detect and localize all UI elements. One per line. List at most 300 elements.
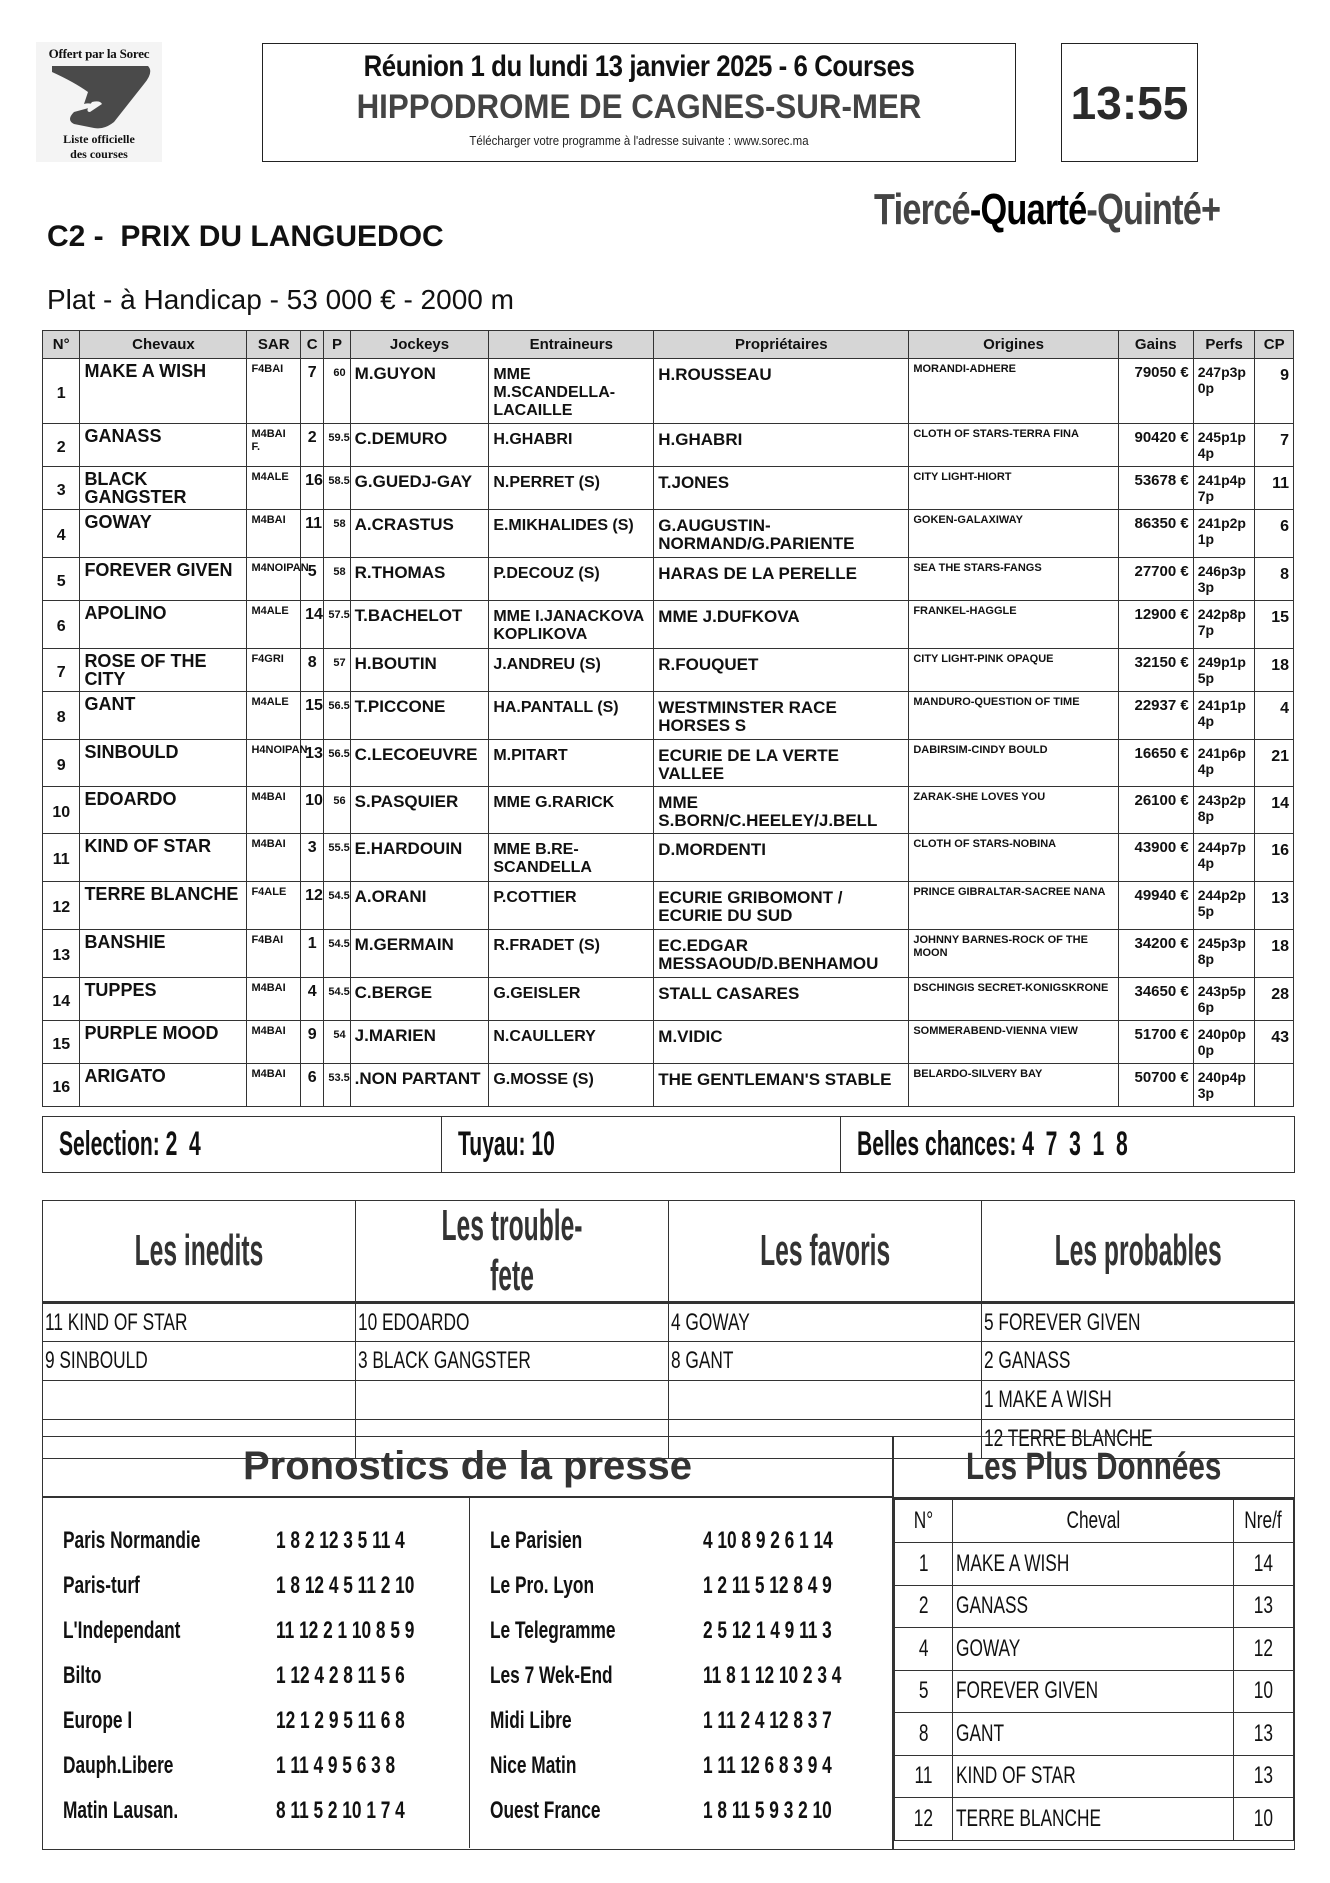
cell-jockey: .NON PARTANT (350, 1064, 489, 1107)
cell-n: 12 (43, 882, 80, 930)
cell-gains: 90420 € (1118, 424, 1193, 467)
cell-c: 11 (301, 510, 324, 558)
cell-jockey: J.MARIEN (350, 1021, 489, 1064)
press-source: Ouest France (490, 1796, 601, 1824)
cell-p: 57.5 (324, 601, 350, 649)
category-entry: 10 EDOARDO (358, 1308, 470, 1336)
cell-trainer: G.MOSSE (S) (489, 1064, 654, 1107)
cell-jockey: H.BOUTIN (350, 649, 489, 692)
cell-trainer: P.DECOUZ (S) (489, 558, 654, 601)
press-column-right (470, 1498, 895, 1848)
cell-gains: 86350 € (1118, 510, 1193, 558)
cell-gains: 51700 € (1118, 1021, 1193, 1064)
cell-perfs: 241p4p7p (1193, 467, 1255, 510)
category-cell (43, 1342, 356, 1381)
cell-owner: D.MORDENTI (654, 834, 909, 882)
cell-cp: 11 (1255, 467, 1294, 510)
most-picked-title-text: Les Plus Données (966, 1446, 1222, 1488)
cell-horse: GANASS (80, 424, 247, 467)
horse-number: 8 (918, 1719, 929, 1747)
press-source: Dauph.Libere (63, 1751, 174, 1779)
cell-p: 54.5 (324, 978, 350, 1021)
table-row (43, 424, 1294, 467)
category-header-text: Les probables (1054, 1226, 1222, 1275)
press-picks: 1 12 4 2 8 11 5 6 (276, 1661, 405, 1689)
press-row (63, 1743, 469, 1788)
col-header: CP (1255, 331, 1294, 359)
table-row (43, 1342, 1295, 1381)
cell-cp: 13 (1255, 882, 1294, 930)
cell-horse: TUPPES (80, 978, 247, 1021)
cell-origin: BELARDO-SILVERY BAY (909, 1064, 1119, 1107)
cell-num (895, 1670, 953, 1713)
cell-jockey: S.PASQUIER (350, 787, 489, 834)
category-cell (43, 1303, 356, 1342)
cell-c: 14 (301, 601, 324, 649)
press-row (490, 1608, 895, 1653)
cell-num (895, 1713, 953, 1756)
table-row (43, 558, 1294, 601)
cell-n: 1 (43, 359, 80, 424)
category-entry: 1 MAKE A WISH (984, 1386, 1112, 1413)
table-row (43, 510, 1294, 558)
cell-owner: EC.EDGAR MESSAOUD/D.BENHAMOU (654, 930, 909, 978)
cell-name (953, 1798, 1234, 1841)
cell-count (1234, 1628, 1294, 1671)
press-row (490, 1653, 895, 1698)
cell-jockey: A.CRASTUS (350, 510, 489, 558)
category-header (43, 1201, 356, 1303)
press-row (63, 1653, 469, 1698)
table-row (43, 649, 1294, 692)
table-row (43, 692, 1294, 740)
cell-n: 9 (43, 740, 80, 787)
cell-origin: CITY LIGHT-HIORT (909, 467, 1119, 510)
cell-gains: 32150 € (1118, 649, 1193, 692)
cell-count (1234, 1585, 1294, 1628)
col-header-num (895, 1500, 953, 1543)
cell-trainer: E.MIKHALIDES (S) (489, 510, 654, 558)
press-picks: 2 5 12 1 4 9 11 3 (703, 1616, 832, 1644)
table-row (895, 1543, 1294, 1586)
cell-p: 56 (324, 787, 350, 834)
cell-n: 13 (43, 930, 80, 978)
cell-p: 55.5 (324, 834, 350, 882)
cell-jockey: C.BERGE (350, 978, 489, 1021)
cell-perfs: 247p3p0p (1193, 359, 1255, 424)
cell-num (895, 1543, 953, 1586)
bet-type-tierce: Tiercé (874, 185, 970, 234)
cell-cp: 4 (1255, 692, 1294, 740)
cell-horse: BANSHIE (80, 930, 247, 978)
cell-num (895, 1585, 953, 1628)
col-header-count-text: Nre/f (1244, 1507, 1283, 1534)
col-header: Origines (909, 331, 1119, 359)
cell-p: 57 (324, 649, 350, 692)
cell-owner: THE GENTLEMAN'S STABLE (654, 1064, 909, 1107)
pick-count: 14 (1253, 1549, 1274, 1577)
cell-gains: 27700 € (1118, 558, 1193, 601)
press-picks: 1 11 4 9 5 6 3 8 (276, 1751, 396, 1779)
pick-count: 10 (1253, 1677, 1274, 1705)
cell-sar: M4BAI (247, 510, 301, 558)
cell-sar: M4BAI (247, 787, 301, 834)
press-row (490, 1788, 895, 1833)
cell-perfs: 240p0p0p (1193, 1021, 1255, 1064)
cell-n: 14 (43, 978, 80, 1021)
cell-origin: GOKEN-GALAXIWAY (909, 510, 1119, 558)
table-row (895, 1713, 1294, 1756)
table-row (43, 740, 1294, 787)
press-row (490, 1698, 895, 1743)
table-row (895, 1755, 1294, 1798)
cell-gains: 34650 € (1118, 978, 1193, 1021)
col-header-num-text: N° (913, 1507, 934, 1534)
category-header-text: Les inedits (134, 1226, 264, 1275)
pick-count: 10 (1253, 1804, 1274, 1832)
category-entry: 3 BLACK GANGSTER (358, 1347, 531, 1374)
meeting-header (262, 43, 1016, 162)
cell-cp: 6 (1255, 510, 1294, 558)
bet-type-quarte: -Quarté (969, 185, 1087, 234)
cell-trainer: HA.PANTALL (S) (489, 692, 654, 740)
category-entry: 5 FOREVER GIVEN (984, 1308, 1141, 1336)
category-entry: 2 GANASS (984, 1347, 1071, 1374)
cell-cp: 15 (1255, 601, 1294, 649)
cell-perfs: 242p8p7p (1193, 601, 1255, 649)
table-row (43, 1021, 1294, 1064)
col-header: P (324, 331, 350, 359)
cell-sar: F4BAI (247, 359, 301, 424)
cell-perfs: 240p4p3p (1193, 1064, 1255, 1107)
table-row (895, 1585, 1294, 1628)
categories-header-row (43, 1201, 1295, 1303)
cell-sar: M4BAI (247, 978, 301, 1021)
table-row (43, 1381, 1295, 1420)
cell-name (953, 1670, 1234, 1713)
cell-p: 53.5 (324, 1064, 350, 1107)
cell-cp: 8 (1255, 558, 1294, 601)
col-header-cheval-text: Cheval (1066, 1507, 1120, 1534)
cell-owner: MME J.DUFKOVA (654, 601, 909, 649)
cell-gains: 22937 € (1118, 692, 1193, 740)
selection-bar (42, 1116, 1295, 1173)
cell-sar: M4BAI (247, 1064, 301, 1107)
cell-trainer: G.GEISLER (489, 978, 654, 1021)
cell-count (1234, 1543, 1294, 1586)
category-cell (982, 1342, 1295, 1381)
venue-name: HIPPODROME DE CAGNES-SUR-MER (356, 88, 922, 126)
cell-jockey: C.DEMURO (350, 424, 489, 467)
press-picks: 12 1 2 9 5 11 6 8 (276, 1706, 405, 1734)
cell-name (953, 1585, 1234, 1628)
col-header: Chevaux (80, 331, 247, 359)
cell-horse: ARIGATO (80, 1064, 247, 1107)
cell-sar: M4BAI (247, 1021, 301, 1064)
press-picks: 1 8 12 4 5 11 2 10 (276, 1571, 415, 1599)
cell-c: 7 (301, 359, 324, 424)
cell-cp: 14 (1255, 787, 1294, 834)
horse-name: GANT (956, 1719, 1005, 1747)
cell-p: 58 (324, 558, 350, 601)
cell-origin: CLOTH OF STARS-TERRA FINA (909, 424, 1119, 467)
cell-num (895, 1798, 953, 1841)
cell-gains: 26100 € (1118, 787, 1193, 834)
cell-n: 11 (43, 834, 80, 882)
cell-origin: MANDURO-QUESTION OF TIME (909, 692, 1119, 740)
cell-horse: ROSE OF THE CITY (80, 649, 247, 692)
cell-n: 5 (43, 558, 80, 601)
press-source: Le Pro. Lyon (490, 1571, 595, 1599)
cell-name (953, 1713, 1234, 1756)
press-row (63, 1788, 469, 1833)
cell-horse: FOREVER GIVEN (80, 558, 247, 601)
cell-owner: STALL CASARES (654, 978, 909, 1021)
press-picks: 1 11 2 4 12 8 3 7 (703, 1706, 832, 1734)
press-source: Paris-turf (63, 1571, 140, 1599)
press-source: Le Parisien (490, 1526, 583, 1554)
cell-perfs: 246p3p3p (1193, 558, 1255, 601)
cell-n: 15 (43, 1021, 80, 1064)
col-header: Entraineurs (489, 331, 654, 359)
cell-horse: KIND OF STAR (80, 834, 247, 882)
cell-sar: M4BAI F. (247, 424, 301, 467)
table-row (43, 930, 1294, 978)
cell-p: 58.5 (324, 467, 350, 510)
cell-name (953, 1543, 1234, 1586)
cell-perfs: 245p3p8p (1193, 930, 1255, 978)
cell-horse: GOWAY (80, 510, 247, 558)
cell-horse: SINBOULD (80, 740, 247, 787)
cell-c: 9 (301, 1021, 324, 1064)
cell-horse: GANT (80, 692, 247, 740)
cell-gains: 53678 € (1118, 467, 1193, 510)
tuyau-text: Tuyau: 10 (458, 1125, 556, 1163)
cell-sar: M4BAI (247, 834, 301, 882)
selection-cell (43, 1117, 442, 1172)
cell-jockey: T.BACHELOT (350, 601, 489, 649)
cell-c: 2 (301, 424, 324, 467)
horse-name: MAKE A WISH (956, 1549, 1070, 1577)
horse-number: 2 (918, 1592, 929, 1620)
cell-trainer: P.COTTIER (489, 882, 654, 930)
cell-num (895, 1755, 953, 1798)
press-row (63, 1608, 469, 1653)
race-subtitle: Plat - à Handicap - 53 000 € - 2000 m (47, 284, 514, 315)
press-row (63, 1698, 469, 1743)
cell-gains: 79050 € (1118, 359, 1193, 424)
cell-sar: M4ALE (247, 601, 301, 649)
cell-p: 54.5 (324, 882, 350, 930)
cell-horse: BLACK GANGSTER (80, 467, 247, 510)
cell-perfs: 241p6p4p (1193, 740, 1255, 787)
cell-count (1234, 1798, 1294, 1841)
meeting-title: Réunion 1 du lundi 13 janvier 2025 - 6 Courses (363, 50, 915, 83)
cell-owner: H.ROUSSEAU (654, 359, 909, 424)
press-picks: 1 2 11 5 12 8 4 9 (703, 1571, 832, 1599)
cell-perfs: 244p2p5p (1193, 882, 1255, 930)
cell-horse: PURPLE MOOD (80, 1021, 247, 1064)
cell-jockey: E.HARDOUIN (350, 834, 489, 882)
cell-trainer: N.CAULLERY (489, 1021, 654, 1064)
cell-origin: JOHNNY BARNES-ROCK OF THE MOON (909, 930, 1119, 978)
cell-sar: M4ALE (247, 692, 301, 740)
cell-origin: ZARAK-SHE LOVES YOU (909, 787, 1119, 834)
bet-type-quinte: -Quinté+ (1086, 185, 1221, 234)
cell-horse: EDOARDO (80, 787, 247, 834)
bet-type-title (874, 185, 1220, 235)
cell-sar: M4ALE (247, 467, 301, 510)
runners-table (42, 330, 1294, 1107)
cell-c: 1 (301, 930, 324, 978)
cell-origin: SOMMERABEND-VIENNA VIEW (909, 1021, 1119, 1064)
race-time: 13:55 (1061, 43, 1198, 162)
cell-owner: H.GHABRI (654, 424, 909, 467)
categories-table (42, 1200, 1295, 1459)
table-row (895, 1628, 1294, 1671)
press-picks: 1 8 11 5 9 3 2 10 (703, 1796, 832, 1824)
cell-owner: WESTMINSTER RACE HORSES S (654, 692, 909, 740)
category-header-text: Les favoris (759, 1226, 891, 1275)
press-picks: 11 8 1 12 10 2 3 4 (703, 1661, 842, 1689)
most-picked-header-row (895, 1500, 1294, 1543)
cell-perfs: 241p1p4p (1193, 692, 1255, 740)
most-picked-table (894, 1499, 1294, 1841)
pick-count: 13 (1253, 1719, 1274, 1747)
col-header: Propriétaires (654, 331, 909, 359)
cell-perfs: 243p2p8p (1193, 787, 1255, 834)
press-source: Matin Lausan. (63, 1796, 179, 1824)
press-source: Europe I (63, 1706, 133, 1734)
cell-jockey: G.GUEDJ-GAY (350, 467, 489, 510)
cell-cp: 43 (1255, 1021, 1294, 1064)
cell-origin: MORANDI-ADHERE (909, 359, 1119, 424)
table-row (43, 882, 1294, 930)
cell-gains: 49940 € (1118, 882, 1193, 930)
category-cell (669, 1303, 982, 1342)
table-row (43, 834, 1294, 882)
cell-p: 58 (324, 510, 350, 558)
cell-origin: FRANKEL-HAGGLE (909, 601, 1119, 649)
cell-trainer: MME G.RARICK (489, 787, 654, 834)
cell-perfs: 241p2p1p (1193, 510, 1255, 558)
cell-cp: 16 (1255, 834, 1294, 882)
selection-text: Selection: 2 4 (59, 1125, 201, 1163)
table-row (895, 1670, 1294, 1713)
cell-origin: CLOTH OF STARS-NOBINA (909, 834, 1119, 882)
category-entry: 12 TERRE BLANCHE (984, 1425, 1153, 1452)
col-header-count (1234, 1500, 1294, 1543)
cell-trainer: M.PITART (489, 740, 654, 787)
press-forecasts (42, 1436, 893, 1850)
category-entry: 11 KIND OF STAR (45, 1308, 188, 1336)
cell-n: 16 (43, 1064, 80, 1107)
horse-number: 4 (918, 1634, 929, 1662)
cell-perfs: 245p1p4p (1193, 424, 1255, 467)
pick-count: 13 (1253, 1592, 1274, 1620)
cell-n: 8 (43, 692, 80, 740)
col-header: N° (43, 331, 80, 359)
cell-owner: G.AUGUSTIN-NORMAND/G.PARIENTE (654, 510, 909, 558)
category-cell (356, 1303, 669, 1342)
horse-name: GANASS (956, 1592, 1029, 1620)
pick-count: 13 (1253, 1762, 1274, 1790)
pick-count: 12 (1253, 1634, 1274, 1662)
cell-owner: R.FOUQUET (654, 649, 909, 692)
category-cell (43, 1381, 356, 1420)
press-row (63, 1518, 469, 1563)
cell-perfs: 249p1p5p (1193, 649, 1255, 692)
category-cell (669, 1342, 982, 1381)
cell-n: 4 (43, 510, 80, 558)
cell-trainer: H.GHABRI (489, 424, 654, 467)
cell-horse: MAKE A WISH (80, 359, 247, 424)
cell-sar: F4BAI (247, 930, 301, 978)
press-picks: 11 12 2 1 10 8 5 9 (276, 1616, 415, 1644)
col-header: Gains (1118, 331, 1193, 359)
category-entry: 8 GANT (671, 1347, 734, 1374)
cell-n: 2 (43, 424, 80, 467)
cell-horse: TERRE BLANCHE (80, 882, 247, 930)
cell-c: 3 (301, 834, 324, 882)
cell-origin: CITY LIGHT-PINK OPAQUE (909, 649, 1119, 692)
category-entry: 9 SINBOULD (45, 1347, 148, 1374)
press-column-left (43, 1498, 470, 1848)
tuyau-cell (442, 1117, 841, 1172)
cell-jockey: M.GUYON (350, 359, 489, 424)
category-cell (982, 1303, 1295, 1342)
category-header (356, 1201, 669, 1303)
press-source: L'Independant (63, 1616, 181, 1644)
cell-trainer: J.ANDREU (S) (489, 649, 654, 692)
horse-head-icon (44, 62, 154, 132)
cell-horse: APOLINO (80, 601, 247, 649)
download-note: Télécharger votre programme à l'adresse suivante : www.sorec.ma (469, 133, 809, 148)
table-row (43, 1064, 1294, 1107)
horse-name: FOREVER GIVEN (956, 1677, 1099, 1705)
category-cell (982, 1381, 1295, 1420)
press-source: Midi Libre (490, 1706, 572, 1734)
press-row (490, 1563, 895, 1608)
cell-c: 10 (301, 787, 324, 834)
cell-name (953, 1755, 1234, 1798)
press-row (490, 1743, 895, 1788)
cell-jockey: T.PICCONE (350, 692, 489, 740)
press-source: Le Telegramme (490, 1616, 616, 1644)
cell-trainer: MME M.SCANDELLA-LACAILLE (489, 359, 654, 424)
category-header (669, 1201, 982, 1303)
cell-owner: ECURIE GRIBOMONT / ECURIE DU SUD (654, 882, 909, 930)
cell-cp: 9 (1255, 359, 1294, 424)
cell-owner: ECURIE DE LA VERTE VALLEE (654, 740, 909, 787)
horse-number: 11 (914, 1762, 933, 1790)
horse-name: GOWAY (956, 1634, 1021, 1662)
cell-origin: DABIRSIM-CINDY BOULD (909, 740, 1119, 787)
cell-num (895, 1628, 953, 1671)
cell-sar: M4NOIPAN (247, 558, 301, 601)
cell-jockey: R.THOMAS (350, 558, 489, 601)
cell-cp (1255, 1064, 1294, 1107)
sorec-logo (36, 42, 162, 162)
cell-owner: M.VIDIC (654, 1021, 909, 1064)
cell-c: 13 (301, 740, 324, 787)
col-header: SAR (247, 331, 301, 359)
horse-number: 5 (918, 1677, 929, 1705)
logo-bottom-line1: Liste officielle (63, 132, 135, 146)
category-header-text: Les trouble-fete (441, 1201, 583, 1300)
cell-cp: 18 (1255, 649, 1294, 692)
cell-p: 56.5 (324, 740, 350, 787)
